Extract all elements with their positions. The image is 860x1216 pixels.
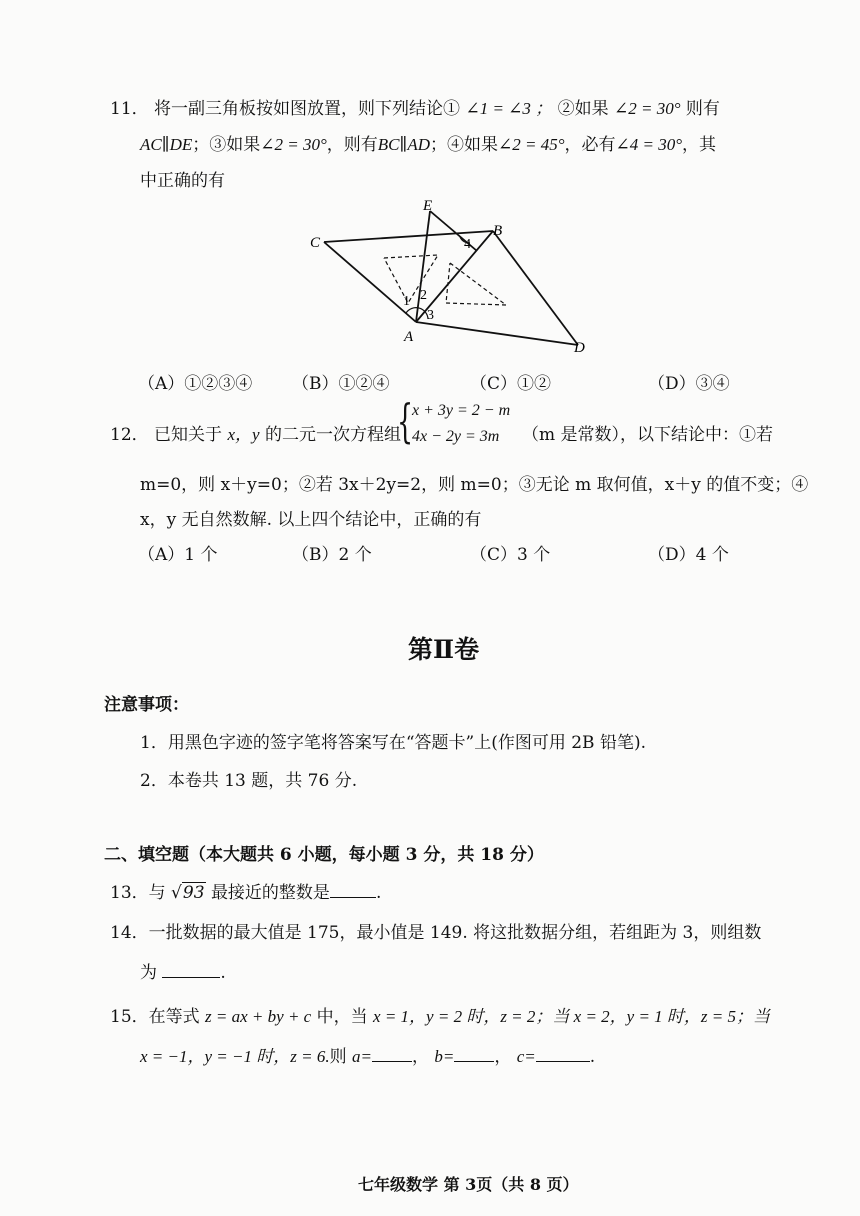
q15-b-label: b= [434, 1047, 455, 1066]
q15-b-blank[interactable] [454, 1046, 494, 1062]
q15-cond2: x = −1，y = −1 时，z = 6. [140, 1047, 330, 1066]
q11-text: ；③如果 [192, 135, 261, 155]
notice-item-1: 1．用黑色字迹的签字笔将答案写在“答题卡”上(作图可用 2B 铅笔). [140, 733, 646, 753]
label-a: A [404, 329, 414, 345]
dashed-triangle-right [446, 263, 506, 305]
q11-cond3: ∠2 = 45° [498, 135, 565, 154]
q11-text: ②如果 [557, 99, 609, 119]
q14-text: 一批数据的最大值是 175，最小值是 149. 将这批数据分组，若组距为 3，则组数 [148, 923, 762, 943]
q11-circle1: ① [443, 99, 461, 119]
q12-option-c[interactable]: （C）3 个 [470, 545, 551, 565]
q12-eq2: 4x − 2y = 3m [412, 428, 500, 445]
q15-a-label: a= [351, 1047, 372, 1066]
q12-line2: m=0，则 x＋y=0；②若 3x＋2y=2，则 m=0；③无论 m 取何值，x＋y 的值不变；④ [140, 475, 809, 495]
q11-angle-eq: ∠1 = ∠3 ； [465, 99, 553, 118]
q11-cond2: ∠2 = 30° [260, 135, 327, 154]
angle-label-2: 2 [420, 288, 427, 303]
q13-radicand: 93 [182, 883, 205, 903]
page-footer: 七年级数学 第 3页（共 8 页） [358, 1175, 579, 1194]
dashed-triangle-left [384, 255, 438, 303]
q13-end: . [375, 883, 382, 903]
q15-line1 [110, 1002, 770, 1027]
section-title: 第Ⅱ卷 [408, 635, 480, 664]
q12-line1 [110, 420, 401, 445]
q12-text: 已知关于 [154, 425, 223, 445]
q15-text: 在等式 [148, 1007, 200, 1027]
q13-answer-blank[interactable] [330, 882, 376, 898]
edge-ae [416, 211, 430, 322]
part-heading: 二、填空题（本大题共 6 小题，每小题 3 分，共 18 分） [104, 845, 544, 865]
q12-eq1: x + 3y = 2 − m [412, 402, 511, 419]
q11-cond: ∠2 = 30° [613, 99, 681, 118]
q12-number: 12． [110, 425, 149, 445]
q15-c-label: c= [516, 1047, 536, 1066]
q11-option-d[interactable]: （D）③④ [648, 374, 730, 394]
q13-text: 最接近的整数是 [210, 883, 330, 903]
q11-res: ∠4 = 30° [615, 135, 683, 154]
edge-bd [493, 231, 578, 345]
q14-answer-blank[interactable] [162, 962, 220, 978]
q12-vars: x，y [227, 425, 260, 444]
q14-line2 [140, 958, 226, 983]
q14-text: 为 [140, 963, 157, 983]
q11-text: ，其 [682, 135, 717, 155]
edge-ac [324, 242, 416, 322]
q15-text: 则 [329, 1047, 347, 1067]
q11-text: ；④如果 [430, 135, 499, 155]
q11-text: 将一副三角板按如图放置，则下列结论 [154, 99, 444, 119]
q15-formula: z = ax + by + c [205, 1007, 312, 1026]
q11-text: ，则有 [326, 135, 378, 155]
sqrt-sign: √ [171, 883, 182, 903]
q12-text: 的二元一次方程组 [264, 425, 401, 445]
q11-text: ，必有 [564, 135, 616, 155]
q14-number: 14． [110, 923, 149, 943]
q15-a-blank[interactable] [372, 1046, 412, 1062]
q12-note: （m 是常数），以下结论中：①若 [522, 425, 774, 445]
q11-line1 [110, 94, 720, 119]
notice-title: 注意事项： [104, 695, 189, 715]
q15-sep: ， [494, 1047, 512, 1067]
q12-option-b[interactable]: （B）2 个 [292, 545, 372, 565]
q13-line [110, 878, 381, 903]
q11-option-a[interactable]: （A）①②③④ [138, 374, 253, 394]
angle-label-4: 4 [464, 237, 471, 252]
q15-cond1: x = 1，y = 2 时，z = 2；当 x = 2，y = 1 时，z = 5；当 [373, 1007, 771, 1026]
q12-line3: x，y 无自然数解. 以上四个结论中，正确的有 [140, 510, 482, 530]
angle-label-1: 1 [403, 294, 410, 309]
q11-line3: 中正确的有 [140, 171, 225, 191]
q15-sep: ， [411, 1047, 429, 1067]
q15-line2 [140, 1042, 595, 1067]
q15-c-blank[interactable] [536, 1046, 590, 1062]
q11-option-c[interactable]: （C）①② [470, 374, 552, 394]
q14-line1 [110, 918, 761, 943]
label-e: E [423, 198, 433, 214]
q12-option-d[interactable]: （D）4 个 [648, 545, 729, 565]
q11-text: 则有 [685, 99, 720, 119]
q11-rel2: BC∥AD [377, 135, 431, 154]
q13-number: 13． [110, 883, 149, 903]
q11-rel1: AC∥DE [140, 135, 193, 154]
q12-brace: { [397, 394, 414, 448]
edge-da [416, 322, 578, 345]
q11-line2 [140, 130, 716, 155]
label-c: C [310, 235, 321, 251]
q12-option-a[interactable]: （A）1 个 [138, 545, 218, 565]
q15-text: 中，当 [316, 1007, 368, 1027]
q11-number: 11． [110, 99, 149, 119]
q15-end: . [589, 1047, 596, 1067]
label-d: D [574, 340, 585, 355]
q14-end: . [220, 963, 226, 983]
notice-item-2: 2．本卷共 13 题，共 76 分. [140, 771, 358, 791]
angle-label-3: 3 [427, 308, 434, 323]
q15-number: 15． [110, 1007, 149, 1027]
label-b: B [493, 223, 503, 239]
q11-option-b[interactable]: （B）①②④ [292, 374, 390, 394]
q11-figure [300, 195, 600, 355]
q13-text: 与 [148, 883, 166, 903]
